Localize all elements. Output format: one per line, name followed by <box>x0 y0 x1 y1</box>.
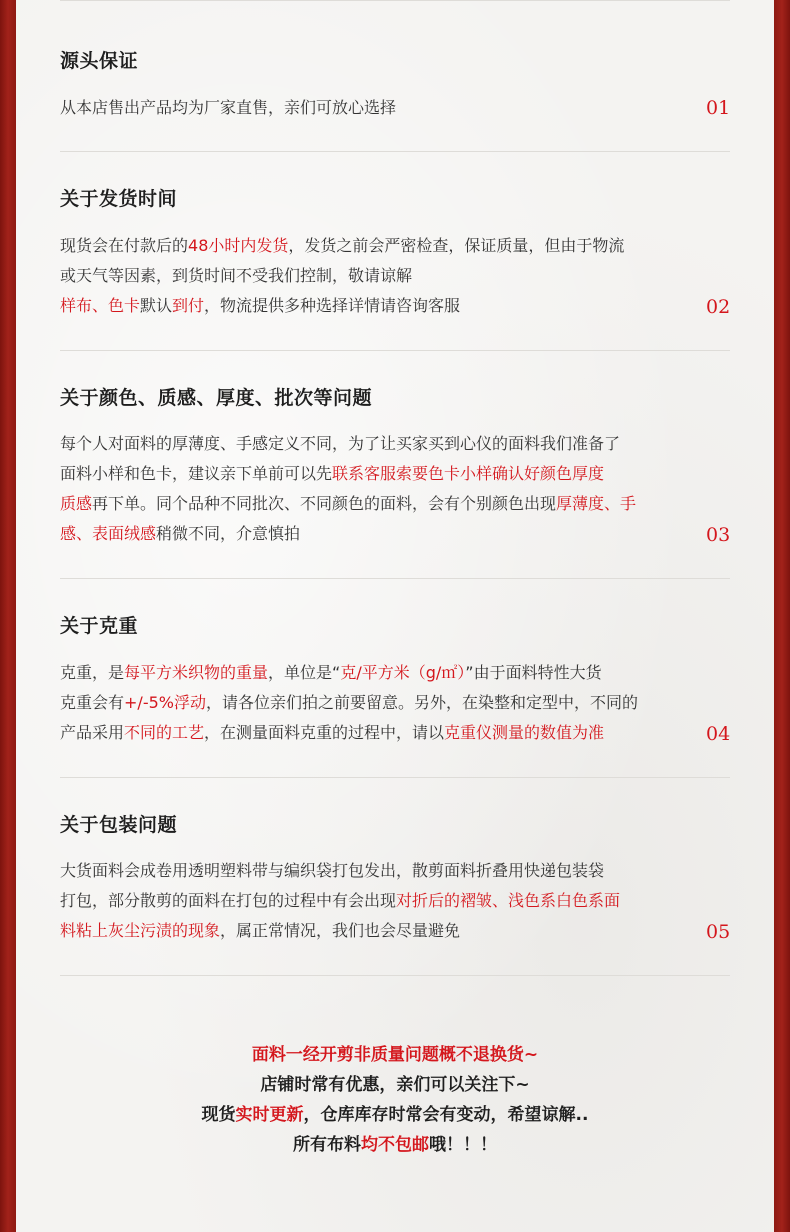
body-text: 现货 <box>201 1105 236 1125</box>
section-title: 关于克重 <box>60 615 139 637</box>
body-text: 所有布料 <box>293 1135 361 1155</box>
section-title: 关于包装问题 <box>60 814 178 836</box>
section-body <box>60 658 670 748</box>
highlight-text: 均不包邮 <box>361 1135 429 1155</box>
text-line <box>60 231 670 261</box>
body-text: 稍微不同，介意慎拍 <box>156 524 301 543</box>
highlight-text: +/-5%浮动 <box>124 693 206 712</box>
divider <box>60 350 730 351</box>
text-line <box>60 93 670 123</box>
text-line <box>60 916 670 946</box>
body-text: 现货会在付款后的 <box>60 236 189 255</box>
text-line <box>60 688 670 718</box>
divider <box>60 151 730 152</box>
text-line <box>60 489 670 519</box>
highlight-text: 厚薄度、手 <box>556 494 637 513</box>
body-text: ，请各位亲们拍之前要留意。另外，在染整和定型中，不同的 <box>205 693 638 712</box>
text-line <box>16 1040 774 1070</box>
body-text: 哦！！！ <box>429 1135 497 1155</box>
text-line <box>60 261 670 291</box>
body-text: ”由于面料特性大货 <box>465 663 602 682</box>
body-text: 每个人对面料的厚薄度、手感定义不同，为了让买家买到心仪的面料我们准备了 <box>60 434 621 453</box>
section-number: 03 <box>706 524 731 546</box>
text-line <box>16 1070 774 1100</box>
body-text: 或天气等因素，到货时间不受我们控制，敬请谅解 <box>60 266 413 285</box>
body-text: 克重会有 <box>60 693 125 712</box>
body-text: 从本店售出产品均为厂家直售，亲们可放心选择 <box>60 98 397 117</box>
body-text: 大货面料会成卷用透明塑料带与编织袋打包发出，散剪面料折叠用快递包装袋 <box>60 861 605 880</box>
section-number: 04 <box>706 723 731 745</box>
section-title: 源头保证 <box>60 50 139 72</box>
footer-notice <box>16 1040 774 1160</box>
highlight-text: 联系客服索要色卡小样确认好颜色厚度 <box>332 464 605 483</box>
section-number: 01 <box>706 97 731 119</box>
highlight-text: 样布、色卡 <box>60 296 141 315</box>
highlight-text: 料粘上灰尘污渍的现象 <box>60 921 221 940</box>
body-text: ，属正常情况，我们也会尽量避免 <box>220 921 461 940</box>
text-line <box>60 429 670 459</box>
highlight-text: 克/平方米（g/㎡） <box>340 663 466 682</box>
divider <box>60 777 730 778</box>
divider <box>60 578 730 579</box>
text-line <box>60 519 670 549</box>
text-line <box>60 886 670 916</box>
text-line <box>16 1130 774 1160</box>
divider <box>60 975 730 976</box>
section-body <box>60 93 670 123</box>
body-text: 面料小样和色卡，建议亲下单前可以先 <box>60 464 333 483</box>
text-line <box>60 291 670 321</box>
body-text: 店铺时常有优惠，亲们可以关注下~ <box>260 1075 530 1095</box>
highlight-text: 48小时内发货 <box>188 236 289 255</box>
body-text: ，仓库库存时常会有变动，希望谅解.. <box>303 1105 589 1125</box>
section-body <box>60 231 670 321</box>
text-line <box>60 658 670 688</box>
highlight-text: 到付 <box>172 296 205 315</box>
body-text: 打包，部分散剪的面料在打包的过程中有会出现 <box>60 891 397 910</box>
body-text: ，发货之前会严密检查，保证质量，但由于物流 <box>288 236 625 255</box>
section-body <box>60 429 670 549</box>
text-line <box>60 459 670 489</box>
highlight-text: 感、表面绒感 <box>60 524 157 543</box>
highlight-text: 每平方米织物的重量 <box>124 663 269 682</box>
divider <box>60 0 730 1</box>
text-line <box>16 1100 774 1130</box>
section-number: 05 <box>706 921 731 943</box>
body-text: ，在测量面料克重的过程中，请以 <box>204 723 445 742</box>
body-text: ，单位是“ <box>268 663 341 682</box>
content-panel <box>16 0 774 1232</box>
highlight-text: 质感 <box>60 494 93 513</box>
section-title: 关于颜色、质感、厚度、批次等问题 <box>60 387 373 409</box>
highlight-text: 面料一经开剪非质量问题概不退换货~ <box>251 1045 539 1065</box>
body-text: 再下单。同个品种不同批次、不同颜色的面料，会有个别颜色出现 <box>92 494 557 513</box>
highlight-text: 不同的工艺 <box>124 723 205 742</box>
section-body <box>60 856 670 946</box>
section-title: 关于发货时间 <box>60 188 178 210</box>
section-number: 02 <box>706 296 731 318</box>
highlight-text: 对折后的褶皱、浅色系白色系面 <box>396 891 621 910</box>
body-text: ，物流提供多种选择详情请咨询客服 <box>204 296 461 315</box>
text-line <box>60 856 670 886</box>
highlight-text: 实时更新 <box>235 1105 304 1125</box>
body-text: 克重，是 <box>60 663 125 682</box>
body-text: 产品采用 <box>60 723 125 742</box>
body-text: 默认 <box>140 296 173 315</box>
highlight-text: 克重仪测量的数值为准 <box>444 723 605 742</box>
text-line <box>60 718 670 748</box>
